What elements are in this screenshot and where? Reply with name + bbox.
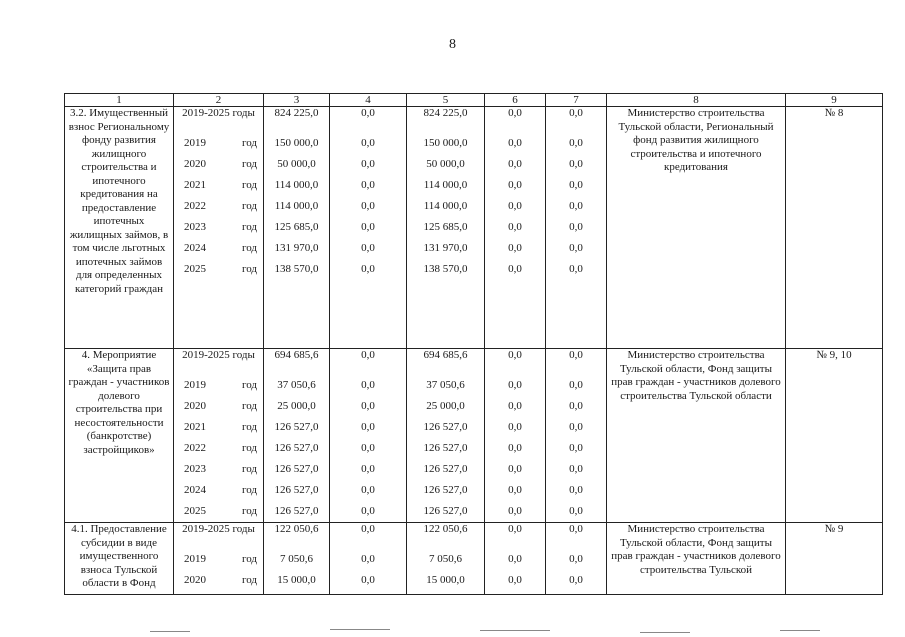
year-line: [174, 196, 263, 217]
year-line: [174, 480, 263, 501]
col5-value: 126 527,0: [423, 463, 468, 475]
col7-value: 0,0: [569, 505, 583, 517]
year-unit: год: [241, 263, 257, 275]
year-line: [174, 259, 263, 280]
col3-value: 126 527,0: [274, 421, 319, 433]
col5-value: 50 000,0: [426, 158, 465, 170]
col3-value: 125 685,0: [274, 221, 319, 233]
col6-value: 0,0: [508, 179, 522, 191]
activity-name-cell: 4.1. Предоставление субсидии в виде имущественного взноса Тульской области в Фонд: [65, 523, 174, 595]
year-unit: год: [241, 200, 257, 212]
col5-value: 126 527,0: [423, 421, 468, 433]
header-col-4: 4: [330, 94, 407, 107]
col7-value: 0,0: [569, 421, 583, 433]
col4-value: 0,0: [361, 263, 375, 275]
col4-value: 0,0: [361, 242, 375, 254]
col4-value: 0,0: [361, 523, 375, 535]
col3-cell: [264, 523, 330, 595]
header-col-1: 1: [65, 94, 174, 107]
col3-value: 126 527,0: [274, 484, 319, 496]
col5-value: 114 000,0: [423, 200, 468, 212]
col4-value: 0,0: [361, 484, 375, 496]
col5-value: 150 000,0: [423, 137, 468, 149]
col3-value: 37 050,6: [277, 379, 316, 391]
col6-value: 0,0: [508, 221, 522, 233]
col5-value: 114 000,0: [423, 179, 468, 191]
col7-value: 0,0: [569, 263, 583, 275]
col6-value: 0,0: [508, 484, 522, 496]
col7-value: 0,0: [569, 179, 583, 191]
col7-value: 0,0: [569, 400, 583, 412]
col4-value: 0,0: [361, 574, 375, 586]
year-unit: год: [241, 379, 257, 391]
col4-value: 0,0: [361, 463, 375, 475]
indicator-cell: № 9, 10: [786, 349, 883, 523]
col5-value: 126 527,0: [423, 505, 468, 517]
header-col-7: 7: [546, 94, 607, 107]
year-line: [174, 217, 263, 238]
col5-cell: [407, 523, 485, 595]
col5-cell: [407, 107, 485, 349]
period-label: 2019-2025 годы: [182, 523, 255, 535]
col7-value: 0,0: [569, 553, 583, 565]
scan-speck: [330, 629, 390, 630]
header-col-5: 5: [407, 94, 485, 107]
col4-value: 0,0: [361, 442, 375, 454]
col4-cell: [330, 523, 407, 595]
col3-value: 25 000,0: [277, 400, 316, 412]
year-unit: год: [241, 242, 257, 254]
page-number: 8: [449, 37, 456, 52]
col4-value: 0,0: [361, 137, 375, 149]
col7-value: 0,0: [569, 242, 583, 254]
financing-table: [64, 93, 883, 595]
col6-value: 0,0: [508, 349, 522, 361]
col6-cell: [485, 107, 546, 349]
header-col-9: 9: [786, 94, 883, 107]
year-value: 2021: [184, 179, 206, 191]
year-line: [174, 570, 263, 591]
year-value: 2020: [184, 574, 206, 586]
scan-speck: [480, 630, 550, 631]
col3-value: 824 225,0: [274, 107, 319, 119]
col3-value: 126 527,0: [274, 463, 319, 475]
year-line: [174, 238, 263, 259]
col6-cell: [485, 523, 546, 595]
year-unit: год: [241, 158, 257, 170]
year-line: [174, 175, 263, 196]
col6-value: 0,0: [508, 242, 522, 254]
year-unit: год: [241, 463, 257, 475]
col3-value: 122 050,6: [274, 523, 319, 535]
year-line: [174, 438, 263, 459]
col6-value: 0,0: [508, 505, 522, 517]
col6-value: 0,0: [508, 553, 522, 565]
col7-value: 0,0: [569, 137, 583, 149]
year-value: 2025: [184, 263, 206, 275]
col6-value: 0,0: [508, 200, 522, 212]
header-col-8: 8: [607, 94, 786, 107]
col6-value: 0,0: [508, 379, 522, 391]
col3-value: 126 527,0: [274, 442, 319, 454]
year-unit: год: [241, 400, 257, 412]
year-line: [174, 459, 263, 480]
year-value: 2024: [184, 484, 206, 496]
col4-value: 0,0: [361, 553, 375, 565]
period-label: 2019-2025 годы: [182, 107, 255, 119]
header-row: [65, 94, 883, 107]
year-value: 2019: [184, 137, 206, 149]
year-unit: год: [241, 421, 257, 433]
col3-value: 131 970,0: [274, 242, 319, 254]
year-value: 2020: [184, 400, 206, 412]
col4-value: 0,0: [361, 421, 375, 433]
year-unit: год: [241, 137, 257, 149]
col4-value: 0,0: [361, 379, 375, 391]
year-value: 2021: [184, 421, 206, 433]
col7-value: 0,0: [569, 200, 583, 212]
col7-value: 0,0: [569, 349, 583, 361]
col3-value: 126 527,0: [274, 505, 319, 517]
col6-cell: [485, 349, 546, 523]
year-line: [174, 375, 263, 396]
col4-value: 0,0: [361, 179, 375, 191]
period-label: 2019-2025 годы: [182, 349, 255, 361]
col5-value: 125 685,0: [423, 221, 468, 233]
col5-value: 824 225,0: [423, 107, 468, 119]
year-value: 2023: [184, 221, 206, 233]
col3-value: 114 000,0: [274, 200, 319, 212]
scan-speck: [640, 632, 690, 633]
col4-value: 0,0: [361, 107, 375, 119]
year-unit: год: [241, 484, 257, 496]
year-line: [174, 501, 263, 522]
col5-cell: [407, 349, 485, 523]
col7-value: 0,0: [569, 379, 583, 391]
col7-cell: [546, 523, 607, 595]
year-unit: год: [241, 553, 257, 565]
col3-value: 114 000,0: [274, 179, 319, 191]
col5-value: 25 000,0: [426, 400, 465, 412]
col5-value: 138 570,0: [423, 263, 468, 275]
activity-name-cell: 4. Мероприятие «Защита прав граждан - участников долевого строительства при несостоятельности (банкротстве) застройщиков»: [65, 349, 174, 523]
col3-value: 50 000,0: [277, 158, 316, 170]
col4-cell: [330, 107, 407, 349]
year-unit: год: [241, 442, 257, 454]
year-unit: год: [241, 505, 257, 517]
year-line: [174, 417, 263, 438]
year-unit: год: [241, 179, 257, 191]
col3-value: 694 685,6: [274, 349, 319, 361]
col6-value: 0,0: [508, 463, 522, 475]
col5-value: 694 685,6: [423, 349, 468, 361]
col6-value: 0,0: [508, 442, 522, 454]
year-value: 2022: [184, 200, 206, 212]
header-col-6: 6: [485, 94, 546, 107]
col3-value: 7 050,6: [280, 553, 313, 565]
col4-value: 0,0: [361, 221, 375, 233]
col4-value: 0,0: [361, 505, 375, 517]
col4-cell: [330, 349, 407, 523]
col6-value: 0,0: [508, 523, 522, 535]
period-cell: [174, 107, 264, 349]
col6-value: 0,0: [508, 263, 522, 275]
header-col-2: 2: [174, 94, 264, 107]
year-unit: год: [241, 574, 257, 586]
col6-value: 0,0: [508, 158, 522, 170]
col7-value: 0,0: [569, 574, 583, 586]
col3-cell: [264, 349, 330, 523]
year-unit: год: [241, 221, 257, 233]
col5-value: 126 527,0: [423, 442, 468, 454]
executor-cell: Министерство строительства Тульской области, Региональный фонд развития жилищного строительства и ипотечного кредитования: [607, 107, 786, 349]
scan-speck: [780, 630, 820, 631]
year-value: 2025: [184, 505, 206, 517]
year-value: 2019: [184, 553, 206, 565]
table-row: [65, 349, 883, 523]
col6-value: 0,0: [508, 421, 522, 433]
year-value: 2020: [184, 158, 206, 170]
col7-value: 0,0: [569, 463, 583, 475]
col6-value: 0,0: [508, 107, 522, 119]
period-cell: [174, 523, 264, 595]
year-value: 2024: [184, 242, 206, 254]
col7-cell: [546, 349, 607, 523]
col4-value: 0,0: [361, 400, 375, 412]
col6-value: 0,0: [508, 400, 522, 412]
table-row: [65, 523, 883, 595]
col5-value: 37 050,6: [426, 379, 465, 391]
col7-value: 0,0: [569, 442, 583, 454]
year-value: 2023: [184, 463, 206, 475]
year-value: 2019: [184, 379, 206, 391]
col4-value: 0,0: [361, 200, 375, 212]
header-col-3: 3: [264, 94, 330, 107]
table-row: [65, 107, 883, 349]
year-value: 2022: [184, 442, 206, 454]
col5-value: 122 050,6: [423, 523, 468, 535]
col5-value: 7 050,6: [429, 553, 462, 565]
col4-value: 0,0: [361, 158, 375, 170]
indicator-cell: № 9: [786, 523, 883, 595]
col5-value: 131 970,0: [423, 242, 468, 254]
col6-value: 0,0: [508, 574, 522, 586]
col3-cell: [264, 107, 330, 349]
year-line: [174, 549, 263, 570]
col7-cell: [546, 107, 607, 349]
scan-artifacts: [0, 623, 905, 637]
executor-cell: Министерство строительства Тульской области, Фонд защиты прав граждан - участников долевого строительства Тульской области: [607, 349, 786, 523]
year-line: [174, 154, 263, 175]
col7-value: 0,0: [569, 221, 583, 233]
scan-speck: [150, 631, 190, 632]
year-line: [174, 133, 263, 154]
col3-value: 138 570,0: [274, 263, 319, 275]
col7-value: 0,0: [569, 484, 583, 496]
col7-value: 0,0: [569, 107, 583, 119]
col4-value: 0,0: [361, 349, 375, 361]
activity-name-cell: 3.2. Имущественный взнос Региональному фонду развития жилищного строительства и ипотечного кредитования на предоставление ипотечных жилищных займов, в том числе льготных ипотечных займов для определенных категорий граждан: [65, 107, 174, 349]
period-cell: [174, 349, 264, 523]
col6-value: 0,0: [508, 137, 522, 149]
executor-cell: Министерство строительства Тульской области, Фонд защиты прав граждан - участников долевого строительства Тульской: [607, 523, 786, 595]
col3-value: 150 000,0: [274, 137, 319, 149]
col7-value: 0,0: [569, 158, 583, 170]
col5-value: 15 000,0: [426, 574, 465, 586]
indicator-cell: № 8: [786, 107, 883, 349]
col3-value: 15 000,0: [277, 574, 316, 586]
col7-value: 0,0: [569, 523, 583, 535]
col5-value: 126 527,0: [423, 484, 468, 496]
year-line: [174, 396, 263, 417]
